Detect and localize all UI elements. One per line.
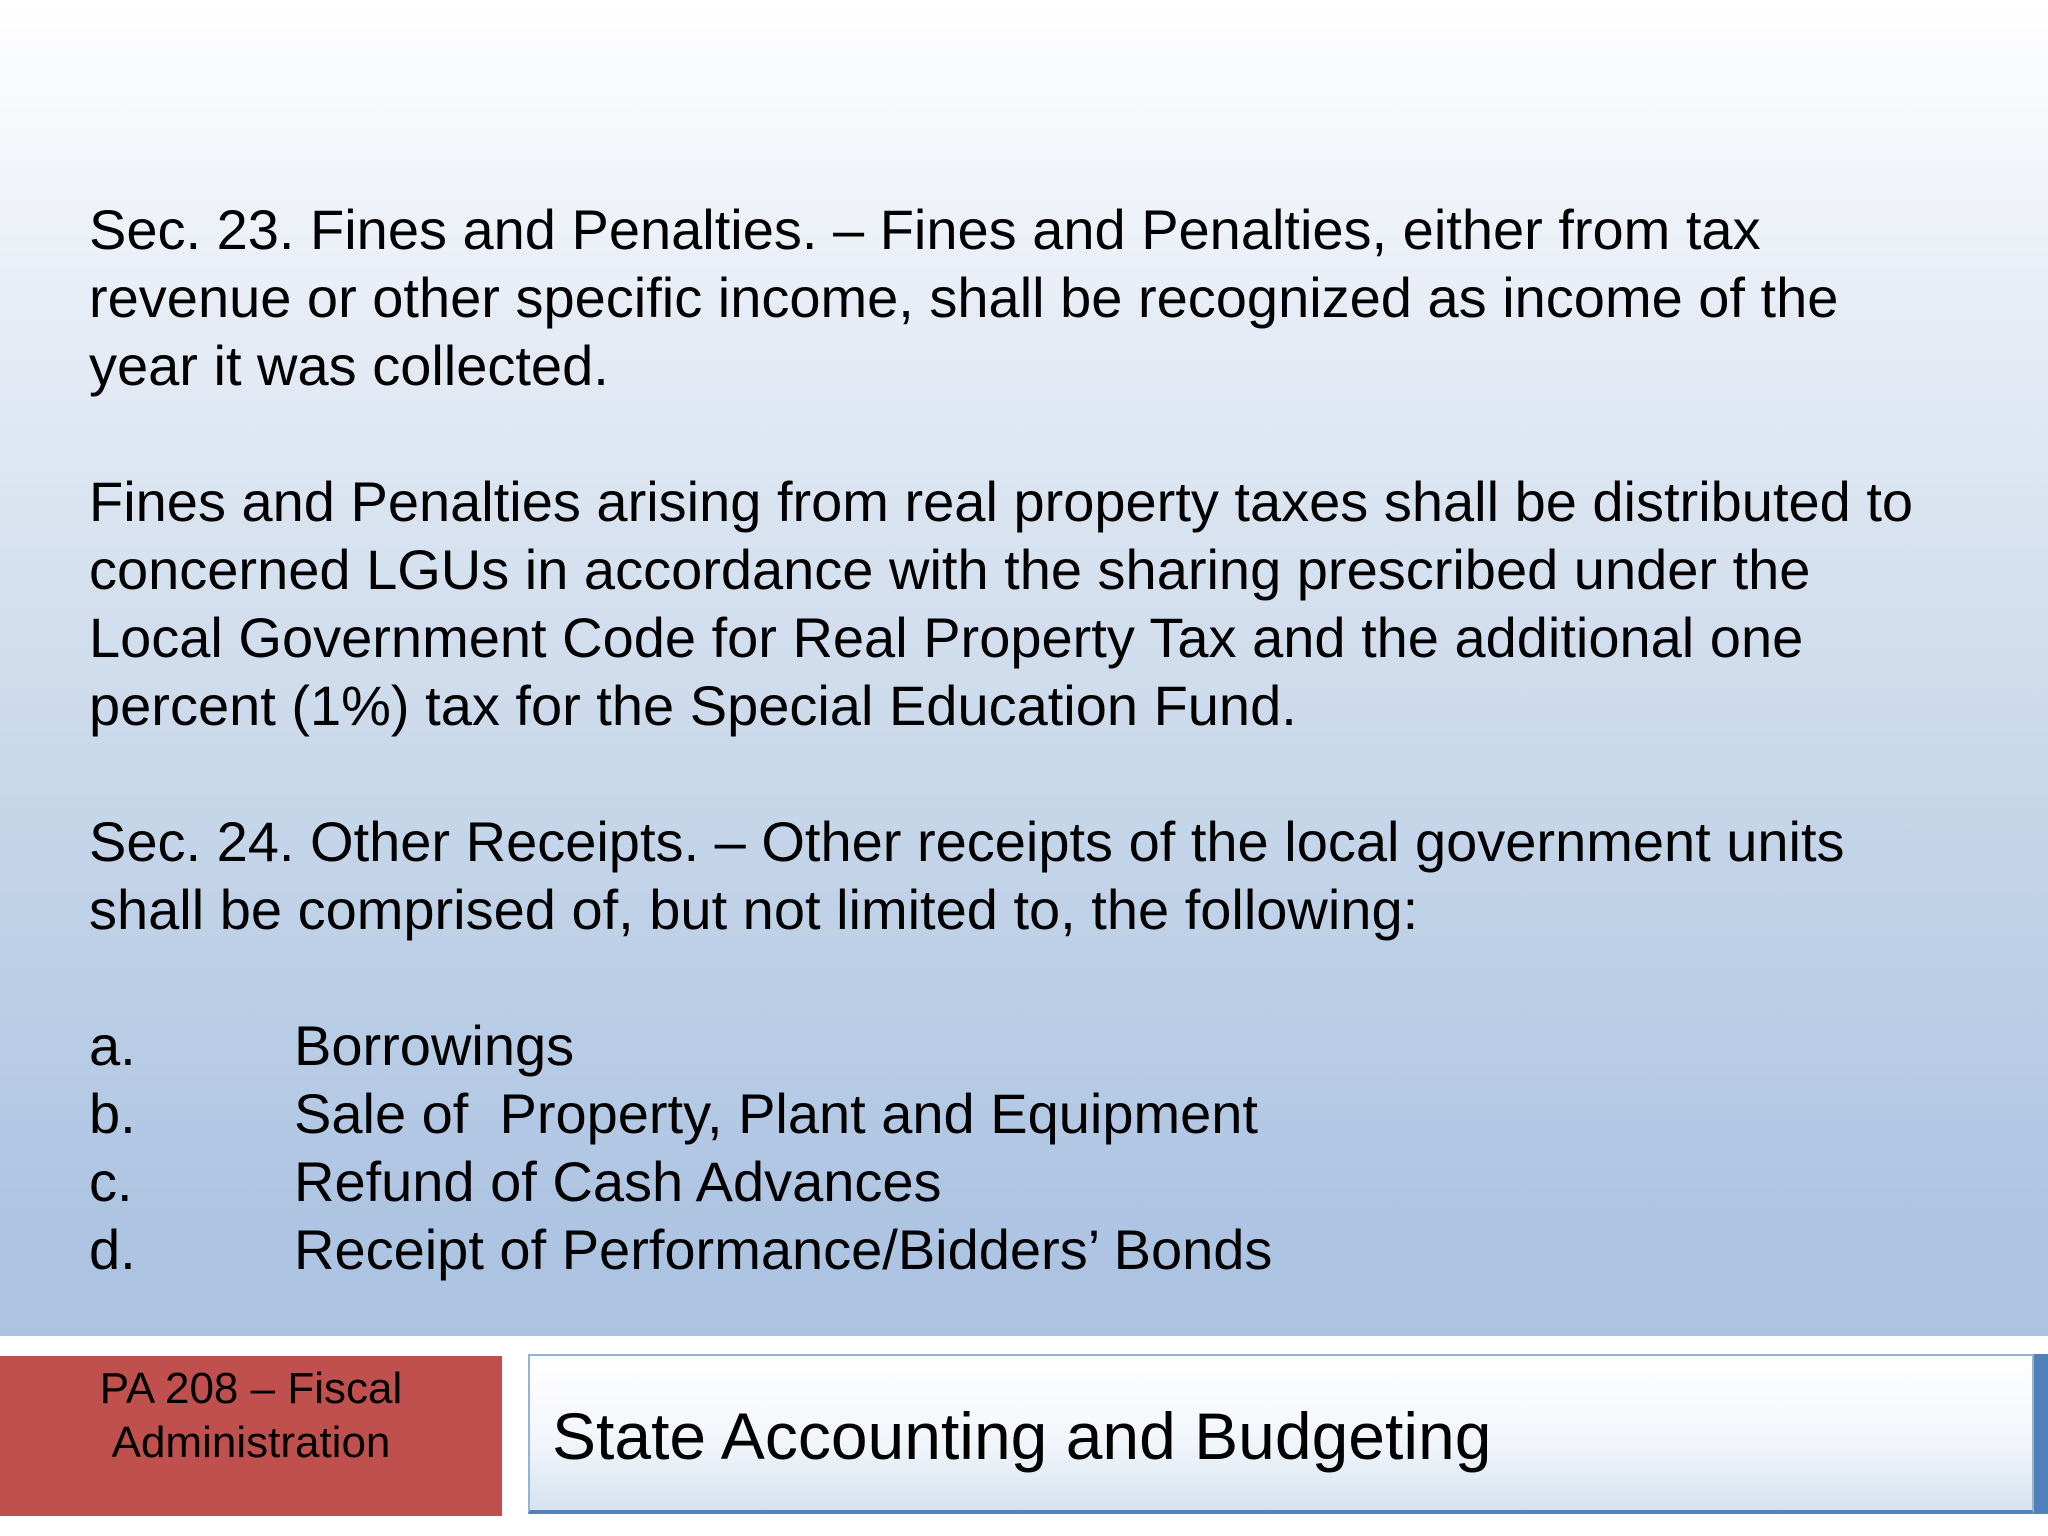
list-item [89,1216,1989,1284]
title-accent-bar [2034,1354,2048,1514]
paragraph-line: Sec. 23. Fines and Penalties. – Fines and Penalties, either from tax [89,198,1761,261]
list-item-text: Borrowings [294,1014,575,1077]
list-marker: c. [89,1150,133,1213]
other-receipts-list [89,1012,1989,1284]
paragraph-line: Fines and Penalties arising from real property taxes shall be distributed to [89,470,1914,533]
list-marker: a. [89,1014,136,1077]
list-marker: d. [89,1218,136,1281]
course-label-line: PA 208 – Fiscal [99,1364,403,1413]
section-24-paragraph [89,808,1989,944]
list-item [89,1080,1989,1148]
paragraph-line: Sec. 24. Other Receipts. – Other receipts of the local government units [89,810,1845,873]
list-marker: b. [89,1082,136,1145]
paragraph-line: year it was collected. [89,334,609,397]
slide-title: State Accounting and Budgeting [552,1399,1492,1473]
paragraph-line: percent (1%) tax for the Special Education Fund. [89,674,1297,737]
list-item-text: Receipt of Performance/Bidders’ Bonds [294,1218,1273,1281]
paragraph-line: revenue or other specific income, shall be recognized as income of the [89,266,1839,329]
slide-body [89,196,1989,1284]
paragraph-line: shall be comprised of, but not limited to, the following: [89,878,1419,941]
list-item-text: Sale of Property, Plant and Equipment [294,1082,1258,1145]
list-item [89,1148,1989,1216]
paragraph-spacer [89,740,1989,808]
paragraph-spacer [89,944,1989,1012]
fines-distribution-paragraph [89,468,1989,740]
paragraph-spacer [89,400,1989,468]
paragraph-line: Local Government Code for Real Property Tax and the additional one [89,606,1804,669]
paragraph-line: concerned LGUs in accordance with the sharing prescribed under the [89,538,1811,601]
slide-title-box [528,1354,2034,1514]
course-label-box [0,1356,502,1516]
list-item-text: Refund of Cash Advances [294,1150,942,1213]
course-label-line: Administration [111,1418,391,1467]
section-23-paragraph [89,196,1989,400]
list-item [89,1012,1989,1080]
